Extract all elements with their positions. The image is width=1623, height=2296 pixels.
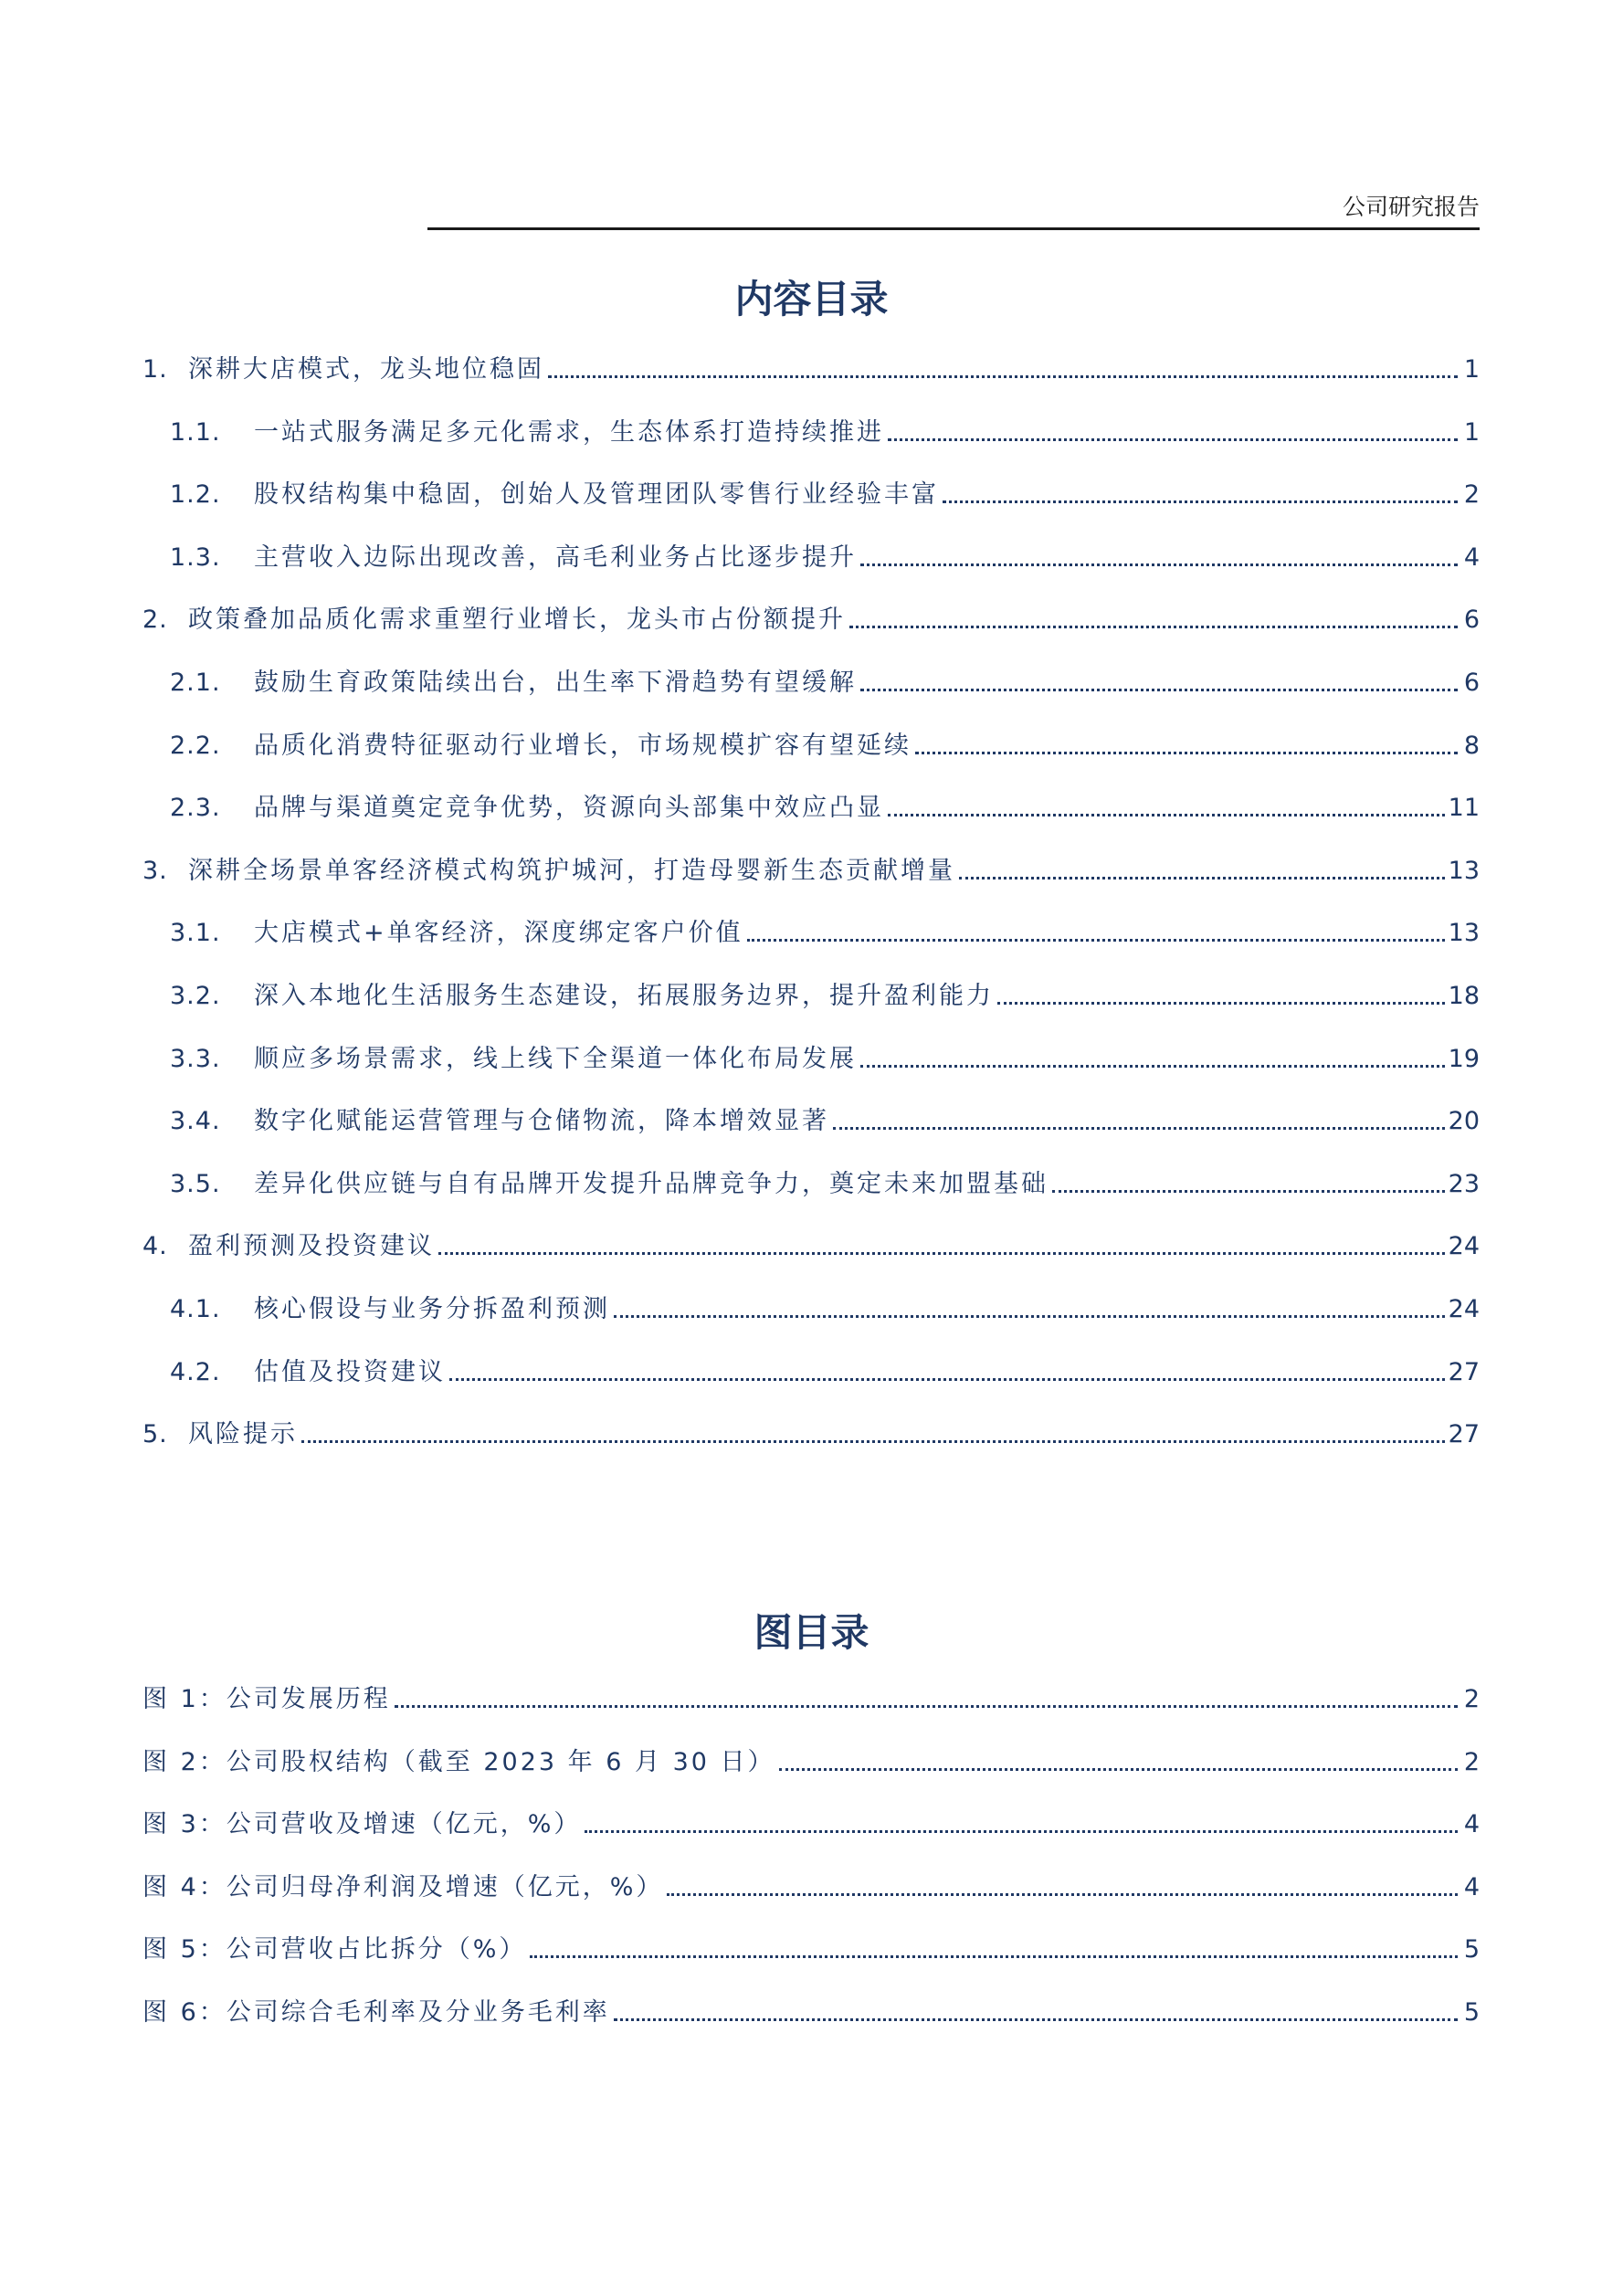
toc-entry[interactable]: [142, 350, 1480, 386]
dot-leader: [530, 1955, 1458, 1958]
dot-leader: [438, 1252, 1445, 1255]
toc-entry-label: 风险提示: [188, 1420, 298, 1449]
dot-leader: [449, 1378, 1445, 1381]
figure-entry[interactable]: [142, 1680, 1480, 1716]
toc-entry[interactable]: [142, 726, 1480, 763]
toc-title: 内容目录: [734, 277, 889, 321]
report-type-label: 公司研究报告: [1342, 194, 1480, 220]
toc-entry-number: 4.: [142, 1232, 168, 1261]
toc-entry-number: 4.1.: [170, 1295, 221, 1323]
toc-entry-number: 1.2.: [170, 480, 221, 510]
toc-entry-page: 27: [1448, 1420, 1480, 1449]
toc-entry-page: 18: [1448, 982, 1480, 1010]
toc-entry-number: 2.3.: [170, 794, 221, 823]
dot-leader: [395, 1705, 1458, 1708]
figure-entry-page: 5: [1463, 1998, 1480, 2027]
dot-leader: [860, 1065, 1445, 1068]
toc-entry-label: 主营收入边际出现改善，高毛利业务占比逐步提升: [254, 542, 857, 572]
figure-entry-page: 5: [1463, 1935, 1480, 1964]
dot-leader: [997, 1002, 1445, 1005]
toc-entry-page: 19: [1448, 1044, 1480, 1073]
toc-entry-page: 11: [1448, 794, 1480, 823]
toc-entry-page: 24: [1448, 1232, 1480, 1261]
toc-entry-page: 1: [1463, 355, 1480, 384]
dot-leader: [959, 877, 1445, 879]
toc-entry-page: 13: [1448, 856, 1480, 885]
toc-entry-label: 深耕全场景单客经济模式构筑护城河，打造母婴新生态贡献增量: [188, 856, 955, 885]
toc-entry-label: 鼓励生育政策陆续出台，出生率下滑趋势有望缓解: [254, 669, 857, 697]
toc-entry[interactable]: [142, 413, 1480, 449]
dot-leader: [747, 939, 1445, 942]
dot-leader: [1052, 1190, 1445, 1193]
figure-entry-label: 图 3：公司营收及增速（亿元，%）: [142, 1810, 582, 1839]
toc-entry-label: 估值及投资建议: [254, 1357, 446, 1386]
dot-leader: [888, 814, 1445, 816]
toc-entry-label: 核心假设与业务分拆盈利预测: [254, 1295, 610, 1323]
toc-entry[interactable]: [142, 1039, 1480, 1076]
dot-leader: [585, 1830, 1458, 1833]
dot-leader: [667, 1893, 1458, 1896]
figure-entry-label: 图 2：公司股权结构（截至 2023 年 6 月 30 日）: [142, 1747, 775, 1776]
toc-entry[interactable]: [142, 913, 1480, 950]
figure-entry-page: 2: [1463, 1747, 1480, 1776]
figure-entry[interactable]: [142, 1868, 1480, 1904]
toc-entry-label: 政策叠加品质化需求重塑行业增长，龙头市占份额提升: [188, 606, 846, 635]
figure-entry-label: 图 1：公司发展历程: [142, 1685, 391, 1713]
toc-entry-number: 3.3.: [170, 1044, 221, 1073]
toc-entry-label: 数字化赋能运营管理与仓储物流，降本增效显著: [254, 1107, 829, 1136]
figure-entry[interactable]: [142, 1743, 1480, 1779]
toc-entry-page: 13: [1448, 919, 1480, 948]
toc-entry[interactable]: [142, 1415, 1480, 1451]
toc-entry-label: 品质化消费特征驱动行业增长，市场规模扩容有望延续: [254, 731, 912, 760]
toc-entry-label: 股权结构集中稳固，创始人及管理团队零售行业经验丰富: [254, 480, 939, 510]
dot-leader: [860, 689, 1458, 691]
toc-entry[interactable]: [142, 788, 1480, 825]
figure-entry[interactable]: [142, 1805, 1480, 1841]
toc-entry[interactable]: [142, 976, 1480, 1013]
dot-leader: [614, 2018, 1458, 2021]
toc-entry-label: 一站式服务满足多元化需求，生态体系打造持续推进: [254, 417, 884, 447]
toc-entry-page: 6: [1463, 669, 1480, 697]
figure-entry-page: 4: [1463, 1872, 1480, 1901]
header-divider: [427, 227, 1480, 230]
toc-entry-label: 差异化供应链与自有品牌开发提升品牌竞争力，奠定未来加盟基础: [254, 1169, 1049, 1198]
toc-entry-page: 4: [1463, 542, 1480, 572]
toc-entry-page: 23: [1448, 1169, 1480, 1198]
toc-entry-label: 深耕大店模式，龙头地位稳固: [188, 355, 544, 384]
dot-leader: [849, 626, 1458, 628]
toc-entry-page: 20: [1448, 1107, 1480, 1136]
toc-entry[interactable]: [142, 851, 1480, 888]
toc-entry-page: 27: [1448, 1357, 1480, 1386]
dot-leader: [943, 500, 1458, 503]
toc-entry-label: 深入本地化生活服务生态建设，拓展服务边界，提升盈利能力: [254, 982, 994, 1010]
figure-entry-label: 图 4：公司归母净利润及增速（亿元，%）: [142, 1872, 664, 1901]
toc-entry-number: 1.1.: [170, 417, 221, 447]
toc-entry-page: 1: [1463, 417, 1480, 447]
figure-list-title: 图目录: [754, 1610, 869, 1655]
dot-leader: [548, 375, 1458, 378]
toc-entry-number: 3.: [142, 856, 168, 885]
toc-entry-page: 2: [1463, 480, 1480, 510]
figure-entry-label: 图 5：公司营收占比拆分（%）: [142, 1935, 527, 1964]
toc-entry[interactable]: [142, 1290, 1480, 1326]
dot-leader: [860, 563, 1458, 566]
toc-entry-label: 品牌与渠道奠定竞争优势，资源向头部集中效应凸显: [254, 794, 884, 823]
figure-entry[interactable]: [142, 1993, 1480, 2029]
dot-leader: [301, 1440, 1445, 1443]
toc-entry-page: 8: [1463, 731, 1480, 760]
figure-entry-page: 2: [1463, 1685, 1480, 1713]
toc-entry-number: 5.: [142, 1420, 168, 1449]
toc-entry-number: 3.2.: [170, 982, 221, 1010]
toc-entry-number: 2.2.: [170, 731, 221, 760]
toc-entry-number: 3.1.: [170, 919, 221, 948]
dot-leader: [779, 1768, 1458, 1771]
dot-leader: [833, 1127, 1445, 1130]
toc-entry[interactable]: [142, 1101, 1480, 1138]
toc-entry-label: 大店模式+单客经济，深度绑定客户价值: [254, 919, 743, 948]
toc-entry-number: 3.5.: [170, 1169, 221, 1198]
toc-entry-number: 3.4.: [170, 1107, 221, 1136]
toc-entry[interactable]: [142, 1353, 1480, 1389]
toc-entry-page: 24: [1448, 1295, 1480, 1323]
toc-entry[interactable]: [142, 600, 1480, 637]
figure-entry-page: 4: [1463, 1810, 1480, 1839]
toc-entry-number: 1.3.: [170, 542, 221, 572]
toc-entry-page: 6: [1463, 606, 1480, 635]
toc-entry-number: 2.: [142, 606, 168, 635]
dot-leader: [915, 752, 1458, 754]
figure-entry[interactable]: [142, 1930, 1480, 1966]
toc-entry[interactable]: [142, 663, 1480, 700]
dot-leader: [614, 1315, 1445, 1318]
toc-entry[interactable]: [142, 1164, 1480, 1201]
toc-entry-label: 顺应多场景需求，线上线下全渠道一体化布局发展: [254, 1044, 857, 1073]
toc-entry[interactable]: [142, 475, 1480, 511]
toc-entry-number: 1.: [142, 355, 168, 384]
figure-entry-label: 图 6：公司综合毛利率及分业务毛利率: [142, 1998, 610, 2027]
toc-entry-label: 盈利预测及投资建议: [188, 1232, 435, 1261]
toc-entry-number: 4.2.: [170, 1357, 221, 1386]
toc-entry[interactable]: [142, 1227, 1480, 1263]
dot-leader: [888, 438, 1458, 441]
toc-entry[interactable]: [142, 538, 1480, 574]
toc-entry-number: 2.1.: [170, 669, 221, 697]
